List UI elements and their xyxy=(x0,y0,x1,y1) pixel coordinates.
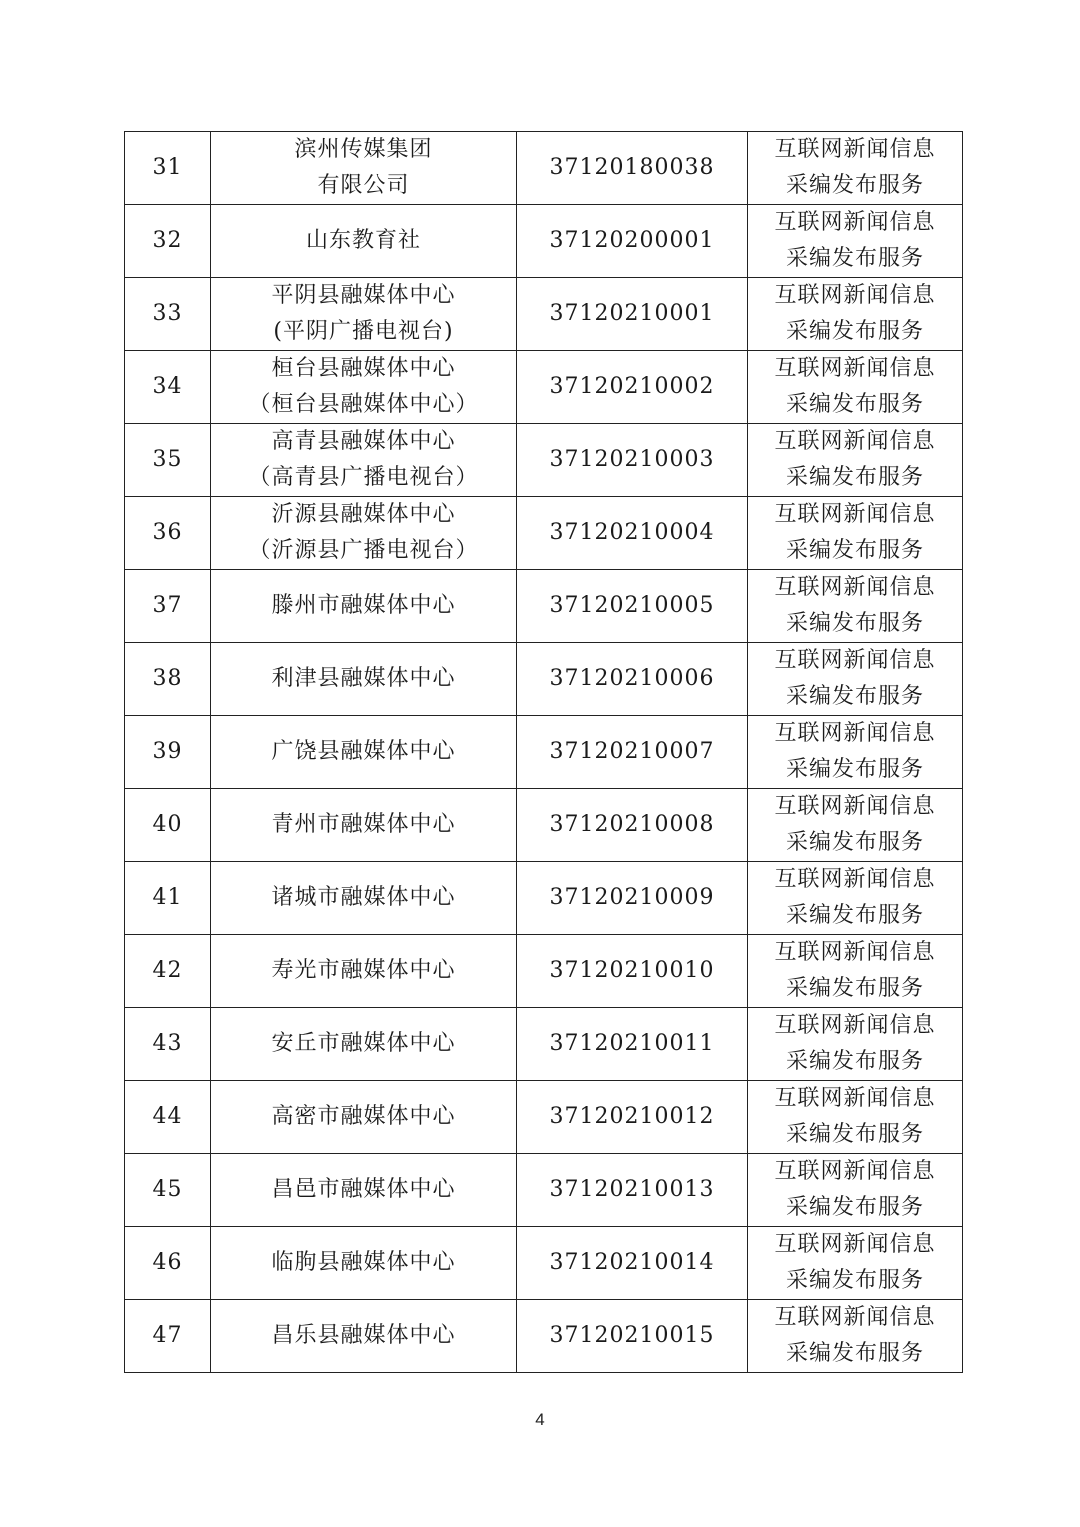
table-row xyxy=(125,278,963,351)
service-type-cell xyxy=(748,789,963,862)
organization-name-line: （沂源县广播电视台） xyxy=(248,538,479,563)
organization-name-cell xyxy=(211,132,517,205)
organization-name-line: （高青县广播电视台） xyxy=(248,465,479,490)
organization-name-cell xyxy=(211,1081,517,1154)
service-type-cell xyxy=(748,1008,963,1081)
service-type-line: 互联网新闻信息 xyxy=(774,283,936,308)
organization-name-line: 诸城市融媒体中心 xyxy=(271,885,456,910)
license-code-cell: 37120180038 xyxy=(517,132,748,205)
table-row xyxy=(125,1081,963,1154)
license-code-cell: 37120210012 xyxy=(517,1081,748,1154)
service-type-line: 互联网新闻信息 xyxy=(774,794,936,819)
service-type-line: 采编发布服务 xyxy=(785,757,924,782)
service-type-line: 互联网新闻信息 xyxy=(774,356,936,381)
table-row xyxy=(125,424,963,497)
service-type-line: 互联网新闻信息 xyxy=(774,648,936,673)
service-type-cell xyxy=(748,205,963,278)
organization-name-line: 广饶县融媒体中心 xyxy=(271,739,456,764)
organization-name-cell xyxy=(211,862,517,935)
service-type-cell xyxy=(748,497,963,570)
license-code-cell: 37120210001 xyxy=(517,278,748,351)
table-row xyxy=(125,205,963,278)
organization-name-cell xyxy=(211,1154,517,1227)
license-code-cell: 37120210015 xyxy=(517,1300,748,1373)
organization-name-line: 昌邑市融媒体中心 xyxy=(271,1177,456,1202)
row-number-cell: 37 xyxy=(125,570,211,643)
service-type-line: 采编发布服务 xyxy=(785,246,924,271)
license-code-cell: 37120210013 xyxy=(517,1154,748,1227)
table-row xyxy=(125,1227,963,1300)
table-row xyxy=(125,1008,963,1081)
organization-name-line: 桓台县融媒体中心 xyxy=(271,356,456,381)
organization-name-line: 高密市融媒体中心 xyxy=(271,1104,456,1129)
license-code-cell: 37120210009 xyxy=(517,862,748,935)
service-type-cell xyxy=(748,570,963,643)
service-type-cell xyxy=(748,935,963,1008)
organization-name-line: 滨州传媒集团 xyxy=(294,137,433,162)
row-number-cell: 47 xyxy=(125,1300,211,1373)
license-code-cell: 37120210002 xyxy=(517,351,748,424)
table-row xyxy=(125,789,963,862)
service-type-line: 采编发布服务 xyxy=(785,976,924,1001)
service-type-line: 互联网新闻信息 xyxy=(774,210,936,235)
service-type-line: 采编发布服务 xyxy=(785,465,924,490)
organization-name-cell xyxy=(211,278,517,351)
service-type-line: 采编发布服务 xyxy=(785,611,924,636)
license-code-cell: 37120210003 xyxy=(517,424,748,497)
row-number-cell: 46 xyxy=(125,1227,211,1300)
table-row xyxy=(125,716,963,789)
service-type-line: 采编发布服务 xyxy=(785,903,924,928)
service-type-line: 互联网新闻信息 xyxy=(774,721,936,746)
row-number-cell: 45 xyxy=(125,1154,211,1227)
organization-name-cell xyxy=(211,789,517,862)
organization-name-line: 青州市融媒体中心 xyxy=(271,812,456,837)
service-type-line: 采编发布服务 xyxy=(785,830,924,855)
organization-name-line: 高青县融媒体中心 xyxy=(271,429,456,454)
organization-name-line: 沂源县融媒体中心 xyxy=(271,502,456,527)
row-number-cell: 41 xyxy=(125,862,211,935)
service-type-line: 互联网新闻信息 xyxy=(774,1013,936,1038)
service-type-cell xyxy=(748,278,963,351)
organization-name-line: (平阴广播电视台) xyxy=(273,319,454,344)
row-number-cell: 44 xyxy=(125,1081,211,1154)
service-type-line: 互联网新闻信息 xyxy=(774,1159,936,1184)
service-type-line: 采编发布服务 xyxy=(785,684,924,709)
table-row xyxy=(125,351,963,424)
organization-name-cell xyxy=(211,497,517,570)
organization-name-cell xyxy=(211,424,517,497)
license-code-cell: 37120210006 xyxy=(517,643,748,716)
license-code-cell: 37120210010 xyxy=(517,935,748,1008)
page-number: 4 xyxy=(535,1410,545,1429)
organization-name-cell xyxy=(211,643,517,716)
row-number-cell: 40 xyxy=(125,789,211,862)
registry-table xyxy=(124,131,963,1373)
row-number-cell: 33 xyxy=(125,278,211,351)
organization-name-cell xyxy=(211,935,517,1008)
service-type-line: 互联网新闻信息 xyxy=(774,1305,936,1330)
row-number-cell: 42 xyxy=(125,935,211,1008)
service-type-cell xyxy=(748,424,963,497)
row-number-cell: 43 xyxy=(125,1008,211,1081)
organization-name-line: 昌乐县融媒体中心 xyxy=(271,1323,456,1348)
organization-name-cell xyxy=(211,205,517,278)
row-number-cell: 32 xyxy=(125,205,211,278)
service-type-line: 互联网新闻信息 xyxy=(774,940,936,965)
service-type-cell xyxy=(748,716,963,789)
service-type-line: 互联网新闻信息 xyxy=(774,429,936,454)
row-number-cell: 31 xyxy=(125,132,211,205)
license-code-cell: 37120210014 xyxy=(517,1227,748,1300)
service-type-cell xyxy=(748,351,963,424)
organization-name-line: 寿光市融媒体中心 xyxy=(271,958,456,983)
organization-name-line: 平阴县融媒体中心 xyxy=(271,283,456,308)
organization-name-cell xyxy=(211,716,517,789)
license-code-cell: 37120210008 xyxy=(517,789,748,862)
service-type-line: 采编发布服务 xyxy=(785,1049,924,1074)
service-type-cell xyxy=(748,1081,963,1154)
table-row xyxy=(125,570,963,643)
row-number-cell: 39 xyxy=(125,716,211,789)
organization-name-line: 临朐县融媒体中心 xyxy=(271,1250,456,1275)
organization-name-cell xyxy=(211,351,517,424)
service-type-line: 互联网新闻信息 xyxy=(774,1232,936,1257)
organization-name-line: 滕州市融媒体中心 xyxy=(271,593,456,618)
service-type-line: 互联网新闻信息 xyxy=(774,575,936,600)
service-type-line: 互联网新闻信息 xyxy=(774,502,936,527)
service-type-line: 采编发布服务 xyxy=(785,1268,924,1293)
service-type-cell xyxy=(748,1300,963,1373)
service-type-line: 采编发布服务 xyxy=(785,538,924,563)
row-number-cell: 38 xyxy=(125,643,211,716)
service-type-line: 采编发布服务 xyxy=(785,1195,924,1220)
table-row xyxy=(125,935,963,1008)
service-type-cell xyxy=(748,1154,963,1227)
service-type-cell xyxy=(748,1227,963,1300)
organization-name-line: （桓台县融媒体中心） xyxy=(248,392,479,417)
table-row xyxy=(125,1300,963,1373)
row-number-cell: 35 xyxy=(125,424,211,497)
service-type-cell xyxy=(748,862,963,935)
table-row xyxy=(125,1154,963,1227)
service-type-line: 互联网新闻信息 xyxy=(774,137,936,162)
service-type-line: 采编发布服务 xyxy=(785,1341,924,1366)
license-code-cell: 37120210007 xyxy=(517,716,748,789)
license-code-cell: 37120200001 xyxy=(517,205,748,278)
service-type-line: 采编发布服务 xyxy=(785,1122,924,1147)
license-code-cell: 37120210004 xyxy=(517,497,748,570)
organization-name-cell xyxy=(211,1300,517,1373)
organization-name-line: 有限公司 xyxy=(317,173,410,198)
service-type-line: 采编发布服务 xyxy=(785,173,924,198)
service-type-cell xyxy=(748,643,963,716)
organization-name-line: 山东教育社 xyxy=(305,228,421,253)
organization-name-line: 利津县融媒体中心 xyxy=(271,666,456,691)
organization-name-cell xyxy=(211,1008,517,1081)
service-type-cell xyxy=(748,132,963,205)
organization-name-cell xyxy=(211,570,517,643)
service-type-line: 采编发布服务 xyxy=(785,319,924,344)
organization-name-line: 安丘市融媒体中心 xyxy=(271,1031,456,1056)
organization-name-cell xyxy=(211,1227,517,1300)
registry-table-body xyxy=(125,132,963,1373)
row-number-cell: 34 xyxy=(125,351,211,424)
service-type-line: 互联网新闻信息 xyxy=(774,1086,936,1111)
table-row xyxy=(125,862,963,935)
table-row xyxy=(125,497,963,570)
license-code-cell: 37120210005 xyxy=(517,570,748,643)
service-type-line: 互联网新闻信息 xyxy=(774,867,936,892)
table-row xyxy=(125,132,963,205)
row-number-cell: 36 xyxy=(125,497,211,570)
license-code-cell: 37120210011 xyxy=(517,1008,748,1081)
table-row xyxy=(125,643,963,716)
service-type-line: 采编发布服务 xyxy=(785,392,924,417)
